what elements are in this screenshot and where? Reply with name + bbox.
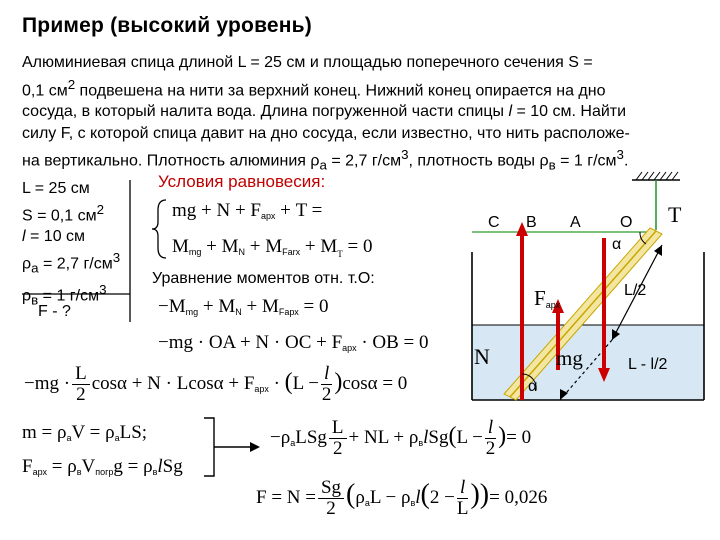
- rho-symbol: ρ: [22, 287, 32, 305]
- point-label-a: A: [570, 214, 581, 231]
- rho-symbol: ρ: [539, 152, 549, 170]
- given-text: S = 0,1 см: [22, 207, 97, 225]
- given-L: L = 25 см: [22, 180, 90, 197]
- equation-moments: $M_{mg} + M_N + M_{Farx} + M_T = 0$: [172, 236, 373, 259]
- rho-symbol: ρ: [22, 255, 32, 273]
- given-sup: 3: [99, 281, 107, 297]
- problem-text: .: [623, 152, 629, 170]
- given-l-symbol: l: [22, 228, 26, 246]
- point-label-b: B: [526, 214, 537, 231]
- water-region: [472, 325, 704, 400]
- n-force-label: N: [474, 344, 490, 369]
- problem-line: силу F, с которой спица давит на дно сосуда, если известно, что нить расположе-: [22, 124, 630, 142]
- problem-sup: 3: [616, 147, 624, 163]
- l-minus-l-half-label: L - l/2: [628, 356, 668, 373]
- dim-arrowhead: [654, 245, 662, 256]
- farx-symbol: F: [534, 286, 546, 310]
- find-quantity: F - ?: [38, 303, 71, 320]
- frac: $\frac{Sg}{2}$: [318, 478, 344, 519]
- problem-sup: 3: [401, 147, 409, 163]
- mg-force-label: mg: [556, 346, 583, 370]
- problem-text: подвешена на нити за верхний конец. Нижний конец опирается на дно: [75, 81, 606, 99]
- tension-label: T: [668, 202, 682, 227]
- point-label-c: C: [488, 214, 500, 231]
- rho-sub: а: [31, 260, 39, 276]
- problem-line: Алюминиевая спица длиной L = 25 см и площадью поперечного сечения S =: [22, 54, 593, 71]
- problem-text: = 2,7 г/см: [326, 152, 402, 170]
- rho-symbol: ρ: [310, 152, 320, 170]
- problem-text: 0,1 см: [22, 81, 68, 99]
- given-text: = 10 см: [25, 228, 86, 246]
- equation-answer: F = N = $\frac{Sg}{2}$ ($\rho_аL - \rho_вl(2$ − $\frac{l}{L}$ ))= 0,026: [256, 477, 548, 519]
- equilibrium-heading: Условия равновесия:: [158, 172, 326, 191]
- equation-arms: −mg · OA + N · OC + $F_{арх}$ · OB = 0: [158, 332, 429, 353]
- alpha-bottom-label: α: [528, 378, 538, 395]
- given-sup: 3: [112, 250, 121, 266]
- equation-cos: −mg · $\frac{L}{2}$ $\cos\alpha + N \cdot Lcos\alpha + F_{арх} \cdot (L$ − $\frac{l}{2}$ )cosα = 0: [24, 363, 408, 405]
- problem-text: сосуда, в который налита вода. Длина погруженной части спицы: [22, 103, 505, 121]
- problem-sup: 2: [67, 76, 76, 92]
- equation-mass: $m = \rho_аV = \rho_аLS$;: [22, 422, 148, 443]
- farx-sub: арх: [545, 300, 561, 310]
- farx-force-label: [534, 286, 560, 311]
- frac: $\frac{L}{2}$: [329, 418, 347, 459]
- moments-heading: Уравнение моментов отн. т.О:: [152, 270, 375, 287]
- alpha-top-label: α: [612, 236, 622, 253]
- rho-sub: в: [548, 157, 556, 173]
- equation-moments-signed: $-M_{mg} + M_N + M_{Fарх} = 0$: [158, 296, 329, 317]
- frac: $\frac{l}{L}$: [456, 477, 469, 519]
- given-sup: 2: [96, 202, 105, 217]
- l-half-label: L/2: [624, 282, 647, 299]
- ceiling-hatching: [636, 172, 678, 180]
- given-text: = 1 г/см: [38, 287, 100, 305]
- frac: $\frac{l}{2}$: [321, 363, 332, 405]
- equation-substituted: $-\rho_аLSg$ $\frac{L}{2}$ + NL + $\rho_вlSg(L$ − $\frac{l}{2}$ )= 0: [270, 417, 532, 459]
- frac: $\frac{L}{2}$: [72, 364, 90, 405]
- problem-l-symbol: l: [508, 103, 513, 121]
- problem-text: = 10 см. Найти: [512, 103, 627, 121]
- problem-text: на вертикально. Плотность алюминия: [22, 152, 311, 170]
- equation-forces: mg + $N + F_{арх} + T$ =: [172, 200, 323, 221]
- problem-text: , плотность воды: [408, 152, 540, 170]
- problem-text: = 1 г/см: [555, 152, 617, 170]
- rho-sub: в: [31, 292, 39, 308]
- equation-archimedes: $F_{арх} = \rho_вV_{погр}g = \rho_вlSg$: [22, 456, 183, 477]
- given-text: = 2,7 г/см: [38, 255, 113, 273]
- frac: $\frac{l}{2}$: [485, 417, 496, 459]
- point-label-o: O: [620, 214, 633, 231]
- page-title: Пример (высокий уровень): [22, 14, 312, 37]
- rho-sub: а: [319, 157, 327, 173]
